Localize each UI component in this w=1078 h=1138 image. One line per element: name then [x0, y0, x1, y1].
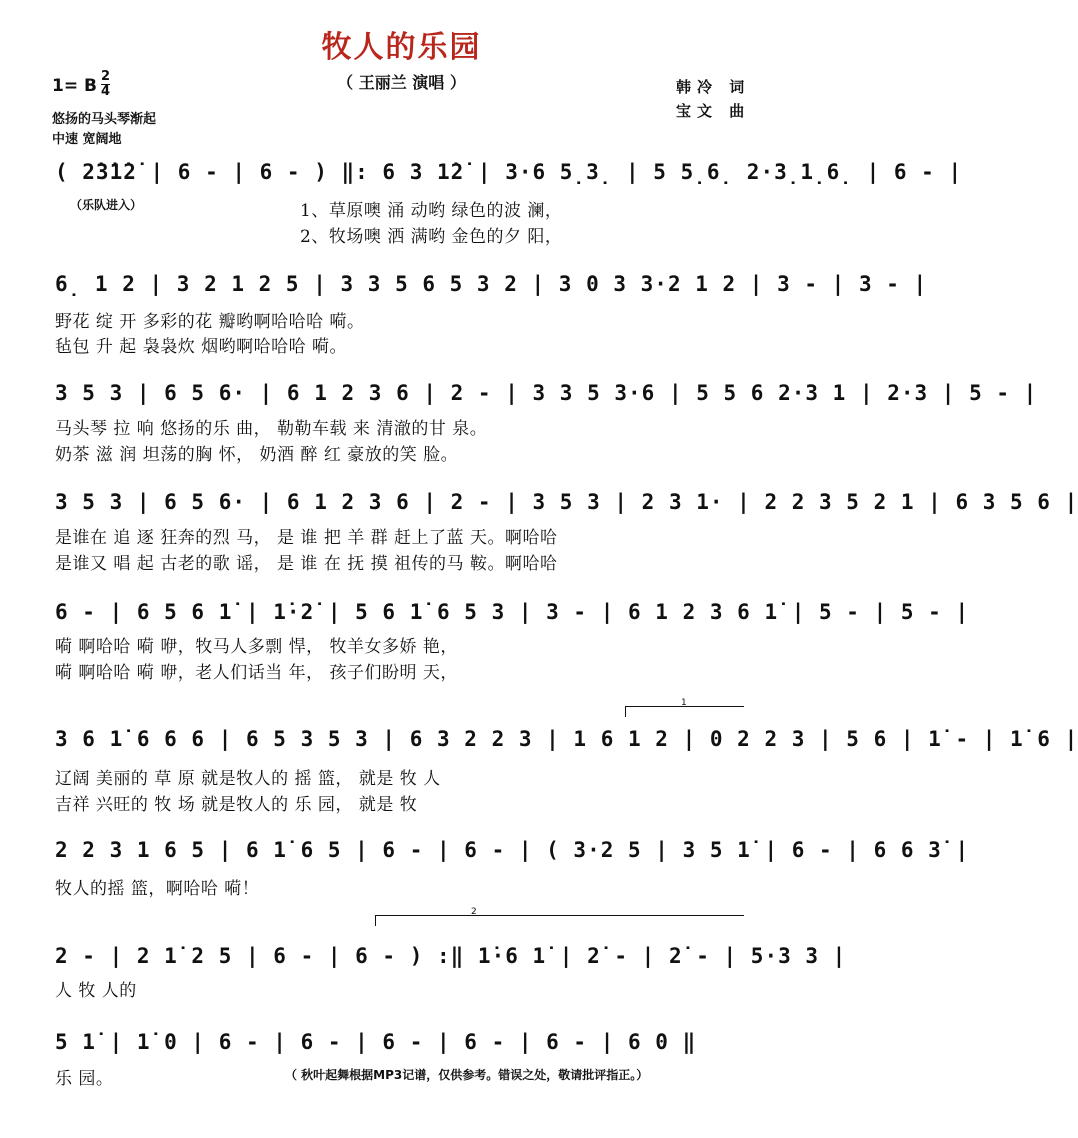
- notation-line-9: 5 1̇ | 1̇ 0 | 6 - | 6 - | 6 - | 6 - | 6 - | 6 0 ‖: [55, 1030, 697, 1054]
- notation-line-6: 3 6 1̇ 6 6 6 | 6 5 3 5 3 | 6 3 2 2 3 | 1 6 1 2 | 0 2 2 3 | 5 6 | 1̇ - | 1̇ 6 |: [55, 727, 1078, 751]
- second-ending-number: 2: [471, 907, 477, 917]
- time-signature: [101, 70, 110, 99]
- lyric-line-6a: 辽阔 美丽的 草 原 就是牧人的 摇 篮， 就是 牧 人: [55, 769, 441, 789]
- song-title: 牧人的乐园: [321, 30, 482, 65]
- second-ending-bracket: [375, 907, 744, 926]
- composer: 宝文 曲: [676, 102, 751, 120]
- lyric-line-3a: 马头琴 拉 响 悠扬的乐 曲， 勒勒车载 来 清澈的甘 泉。: [55, 419, 488, 439]
- lyric-line-2a: 野花 绽 开 多彩的花 瓣哟啊哈哈哈 嗬。: [55, 312, 365, 332]
- notation-line-8: 2 - | 2 1̇ 2 5 | 6 - | 6 - ) :‖ 1̇·6 1̇ | 2̇ - | 2̇ - | 5·3 3 |: [55, 944, 847, 968]
- lyric-line-4a: 是谁在 追 逐 狂奔的烈 马， 是 谁 把 羊 群 赶上了蓝 天。啊哈哈: [55, 528, 558, 548]
- lyric-line-1b: 2、牧场噢 洒 满哟 金色的夕 阳，: [300, 227, 563, 247]
- lyricist: 韩冷 词: [676, 78, 751, 96]
- tempo-marking-1: 悠扬的马头琴渐起: [52, 112, 157, 127]
- notation-line-2: 6̣ 1 2 | 3 2 1 2 5 | 3 3 5 6 5 3 2 | 3 0 3 3·2 1 2 | 3 - | 3 - |: [55, 272, 928, 296]
- band-entry-note: （乐队进入）: [70, 198, 143, 212]
- first-ending-number: 1: [681, 698, 687, 708]
- lyric-line-7: 牧人的摇 篮，啊哈哈 嗬！: [55, 879, 260, 899]
- notation-line-4: 3 5 3 | 6 5 6· | 6 1 2 3 6 | 2 - | 3 5 3 | 2 3 1· | 2 2 3 5 2 1 | 6 3 5 6 |: [55, 490, 1078, 514]
- performer: （ 王丽兰 演唱 ）: [337, 73, 466, 92]
- lyric-line-9: 乐 园。: [55, 1069, 114, 1089]
- tempo-marking-2: 中速 宽阔地: [52, 132, 122, 147]
- meter-top: 2: [101, 69, 111, 84]
- lyric-line-2b: 毡包 升 起 袅袅炊 烟哟啊哈哈哈 嗬。: [55, 337, 348, 357]
- meter-bottom: 4: [101, 84, 111, 99]
- lyric-line-3b: 奶茶 滋 润 坦荡的胸 怀， 奶酒 醉 红 豪放的笑 脸。: [55, 445, 459, 465]
- lyric-line-4b: 是谁又 唱 起 古老的歌 谣， 是 谁 在 抚 摸 祖传的马 鞍。啊哈哈: [55, 554, 558, 574]
- first-ending-bracket: [625, 698, 744, 717]
- lyric-line-1a: 1、草原噢 涌 动哟 绿色的波 澜，: [300, 201, 563, 221]
- notation-line-1: ( 2̇3̇1̇2̇ | 6 - | 6 - ) ‖: 6 3 1̇2̇ | 3·6 5̣3̣ | 5 5̣6̣ 2·3̣1̣6̣ | 6 - |: [55, 160, 963, 184]
- key-signature: 1= B: [52, 76, 97, 96]
- notation-line-5: 6 - | 6 5 6 1̇ | 1̇·2̇ | 5 6 1̇ 6 5 3 | 3 - | 6 1 2 3 6 1̇ | 5 - | 5 - |: [55, 600, 970, 624]
- notation-line-7: 2 2 3 1 6 5 | 6 1̇ 6 5 | 6 - | 6 - | ( 3·2 5 | 3 5 1̇ | 6 - | 6 6 3̇ |: [55, 838, 970, 862]
- transcription-footnote: （ 秋叶起舞根据MP3记谱，仅供参考。错误之处，敬请批评指正。）: [285, 1068, 649, 1082]
- lyric-line-8: 人 牧 人的: [55, 981, 137, 1001]
- lyric-line-6b: 吉祥 兴旺的 牧 场 就是牧人的 乐 园， 就是 牧: [55, 795, 418, 815]
- lyric-line-5a: 嗬 啊哈哈 嗬 咿，牧马人多剽 悍， 牧羊女多娇 艳，: [55, 637, 458, 657]
- lyric-line-5b: 嗬 啊哈哈 嗬 咿，老人们话当 年， 孩子们盼明 天，: [55, 663, 458, 683]
- notation-line-3: 3 5 3 | 6 5 6· | 6 1 2 3 6 | 2 - | 3 3 5 3·6 | 5 5 6 2·3 1 | 2·3 | 5 - |: [55, 381, 1038, 405]
